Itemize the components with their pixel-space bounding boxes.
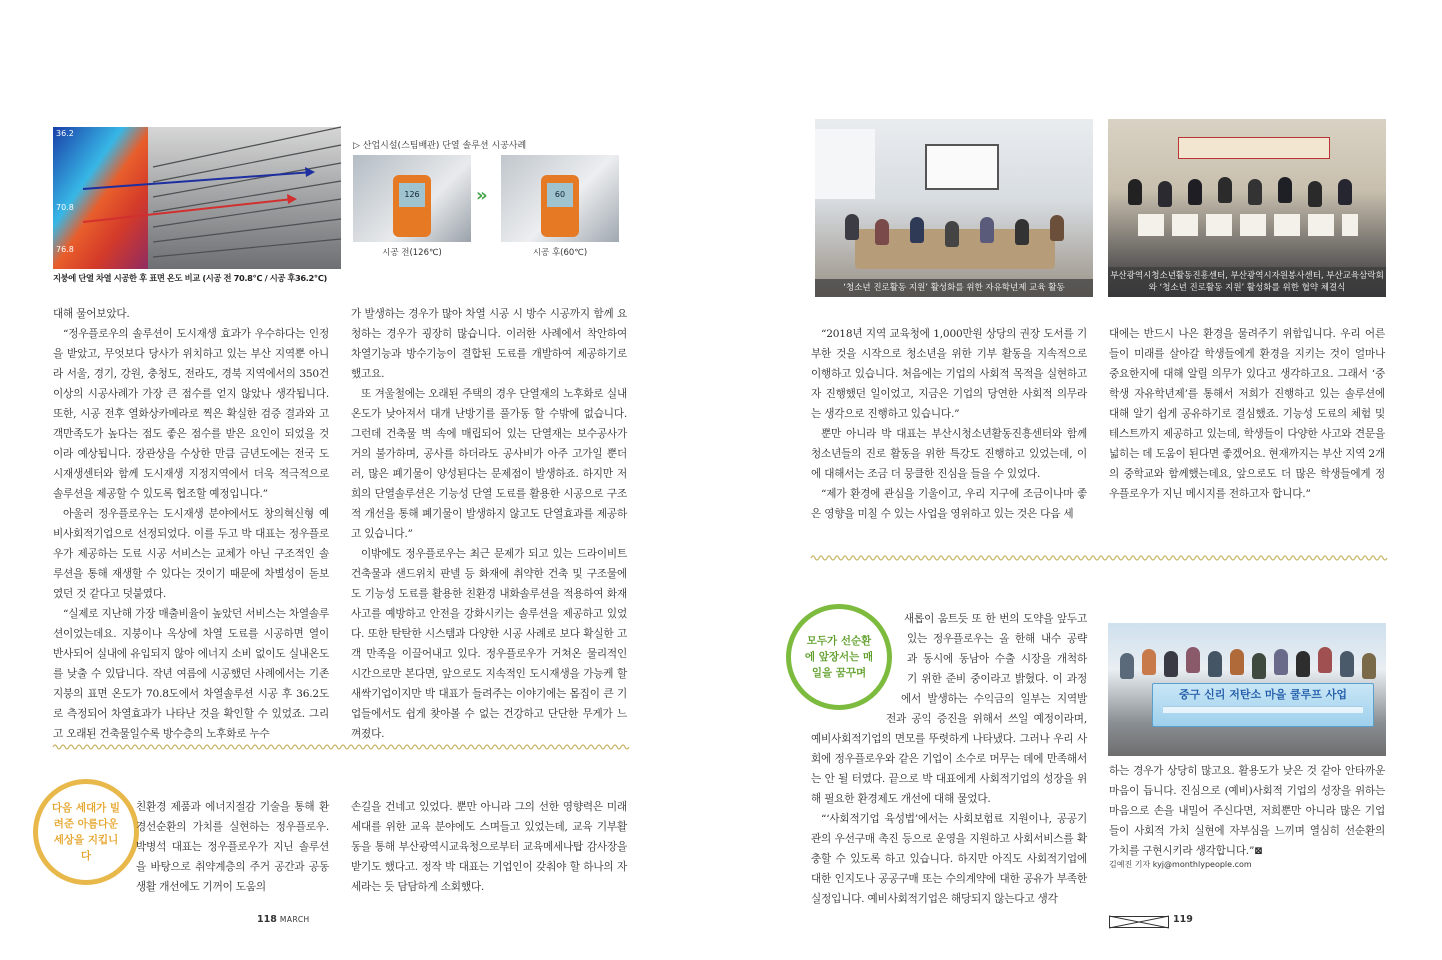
paragraph: 예비사회적기업의 면모를 뚜렷하게 나타냈다. 그러나 우리 사회에 정우플로우와 같은 기업이 소수로 머무는 데에 만족해서는 안 될 터였다. 끝으로 박 대표에게 사회적기업의 성장을 위해 필요한 환경제도 개선에 대해 물었다. (811, 733, 1087, 805)
section-badge-left (33, 779, 139, 885)
right-column-1 (811, 324, 1087, 520)
person-figure (945, 221, 959, 247)
paragraph: 친환경 제품과 에너지절감 기술을 통해 환경선순환의 가치를 실현하는 정우플로우. 박병석 대표는 정우플로우가 지닌 솔루션을 바탕으로 취약계층의 주거 공간과 공동생활 개선에도 기꺼이 도움의 (136, 801, 329, 893)
person-figure (1230, 649, 1244, 675)
paragraph: 이밖에도 정우플로우는 최근 문제가 되고 있는 드라이비트 건축물과 샌드위치 판넬 등 화재에 취약한 건축 및 구조물에도 기능성 도료를 활용한 친환경 내화솔루션을 적용하여 화재사고를 예방하고 안전을 강화시키는 솔루션을 제공하고 있었다. 또한 탄탄한 시스템과 다양한 시공 사례로 보다 확실한 고객 만족을 이끌어내고 있다. 정우플로우가 거쳐온 물리적인 시간으로만 본다면, 앞으로도 지속적인 도시재생을 가능케 할 새싹기업이지만 박 대표가 들려주는 이야기에는 몸집이 큰 기업들에서도 쉽게 찾아볼 수 없는 건강하고 단단한 무게가 느껴졌다. (351, 548, 627, 740)
projector-screen (925, 144, 999, 190)
person-figure (1218, 177, 1232, 203)
badge-text-right: 모두가 선순환에 앞장서는 매일을 꿈꾸며 (804, 635, 874, 679)
person-figure (1278, 177, 1292, 203)
wrapped-line: 에서 발생하는 수익금의 일부는 지역발 (901, 693, 1087, 705)
person-figure (910, 217, 924, 243)
person-figure (1252, 653, 1266, 679)
thermal-roof-photo (53, 127, 341, 269)
ceremony-caption: 부산광역시청소년활동진흥센터, 부산광역시자원봉사센터, 부산교육삼락회와 ‘청소년 진로활동 지원’ 활성화를 위한 협약 체결식 (1108, 267, 1386, 297)
badge-text-left: 다음 세대가 빌려준 아름다운 세상을 지킵니다 (51, 802, 121, 862)
right-column-3 (811, 729, 1087, 905)
thermal-caption: 지붕에 단열 차열 시공한 후 표면 온도 비교 (시공 전 70.8℃ / 시공 후36.2℃) (53, 273, 327, 283)
wrapped-line: 새롭이 움트듯 또 한 번의 도약을 앞두고 (904, 613, 1087, 625)
group-photo (1108, 623, 1386, 756)
person-figure (1340, 651, 1354, 677)
industrial-title: ▷ 산업시설(스팀배관) 단열 솔루션 시공사례 (353, 141, 527, 151)
paragraph: “실제로 지난해 가장 매출비율이 높았던 서비스는 차열솔루션이었는데요. 지붕이나 옥상에 차열 도료를 시공하면 열이 반사되어 실내에 유입되지 않아 에너지 소비 없이도 실내온도를 낮출 수 있답니다. 작년 여름에 시공했던 사례에서는 기존 지붕의 표면 온도가 70.8도에서 차열솔루션 시공 후 36.2도로 측정되어 차열효과가 나타난 것을 확인할 수 있었죠. 그리고 오래된 건축물일수록 방수층의 노후화로 누수 (53, 608, 329, 740)
thermal-reading-top: 36.2 (56, 129, 74, 138)
paragraph: 대에는 반드시 나은 환경을 물려주기 위함입니다. 우리 어른들이 미래를 살아갈 학생들에게 환경을 지키는 것이 얼마나 중요한지에 대해 알릴 의무가 있다고 생각하고요. 그래서 ‘중학생 자유학년제’를 통해서 저희가 진행하고 있는 솔루션에 대해 알기 쉽게 공유하기로 결심했죠. 기능성 도료의 체험 및 테스트까지 제공하고 있는데, 학생들이 다양한 사고와 견문을 넓히는 데 도움이 된다면 좋겠어요. 현재까지는 부산 지역 2개의 중학교와 함께했는데요, 앞으로도 더 많은 학생들에게 정우플로우가 지닌 메시지를 전하고자 합니다.” (1109, 328, 1385, 500)
paragraph: 뿐만 아니라 박 대표는 부산시청소년활동진흥센터와 함께 청소년들의 진로 활동을 위한 특강도 진행하고 있었는데, 이에 대해서는 조금 더 뭉클한 진심을 들을 수 있었다. (811, 428, 1087, 480)
wrapped-line: 과 동시에 동남아 수출 시장을 개척하 (907, 653, 1087, 665)
right-column-2 (1109, 324, 1385, 520)
person-figure (875, 219, 889, 245)
person-figure (1050, 215, 1064, 241)
person-figure (1120, 653, 1134, 679)
wave-divider-right (811, 553, 1387, 563)
left-column-3 (136, 797, 329, 897)
person-figure (1308, 181, 1322, 207)
person-figure (1186, 647, 1200, 673)
person-figure (1248, 179, 1262, 205)
person-figure (1128, 179, 1142, 205)
thermometer-device-after (541, 175, 579, 237)
wrapped-line: 기 위한 준비 중이라고 밝혔다. 이 과정 (907, 673, 1087, 685)
classroom-caption: ‘청소년 진로활동 지원’ 활성화를 위한 자유학년제 교육 활동 (815, 279, 1093, 297)
chevron-right-icon: » (476, 185, 488, 206)
person-figure (1362, 653, 1376, 679)
page-number-left (257, 914, 310, 925)
paragraph: 가 발생하는 경우가 많아 차열 시공 시 방수 시공까지 함께 요청하는 경우가 굉장히 많습니다. 이러한 사례에서 착안하여 차열기능과 방수기능이 결합된 도료를 개발하여 제공하기로 했고요. (351, 308, 627, 380)
ceremony-banner (1178, 137, 1330, 159)
paragraph: 대해 물어보았다. (53, 308, 130, 320)
person-figure (1142, 649, 1156, 675)
event-banner (1152, 683, 1374, 727)
wrapped-line: 있는 정우플로우는 올 한해 내수 공략 (907, 633, 1087, 645)
thermal-reading-mid: 70.8 (56, 203, 74, 212)
closing-text: 하는 경우가 상당히 많고요. 활용도가 낮은 것 같아 안타까운 마음이 듭니다. 진심으로 (예비)사회적 기업의 성장을 위하는 마음으로 손을 내밀어 주신다면, 저희뿐만 아니라 많은 기업들이 사회적 가치 실현에 자부심을 느끼며 열심히 선순환의 가치를 구현시키라 생각합니다.” (1109, 765, 1385, 857)
person-figure (1164, 651, 1178, 677)
person-figure (1188, 179, 1202, 205)
device-screen-before: 126 (399, 183, 425, 207)
person-figure (1158, 181, 1172, 207)
paragraph: 아울러 정우플로우는 도시재생 분야에서도 창의혁신형 예비사회적기업으로 선정되었다. 이를 두고 박 대표는 정우플로우가 제공하는 도료 시공 서비스는 교체가 아닌 구조적인 솔루션을 통해 재생할 수 있다는 것이기 때문에 차별성이 돋보였던 것 같다고 덧붙였다. (53, 508, 329, 600)
right-column-3-top (811, 609, 1087, 733)
person-figure (1208, 651, 1222, 677)
page-ornament-icon (1109, 916, 1169, 928)
window-strip (815, 129, 875, 199)
before-label: 시공 전(126℃) (382, 248, 442, 258)
paragraph: 손길을 건네고 있었다. 뿐만 아니라 그의 선한 영향력은 미래세대를 위한 교육 분야에도 스며들고 있었는데, 교육 기부활동을 통해 부산광역시교육청으로부터 교육메세나탑 감사장을 받기도 했다고. 정작 박 대표는 기업인이 갖춰야 할 하나의 자세라는 듯 담담하게 소회했다. (351, 801, 627, 893)
after-label: 시공 후(60℃) (532, 248, 588, 258)
certificate-row (1138, 214, 1358, 236)
person-figure (1015, 219, 1029, 245)
paragraph: 또 겨울철에는 오래된 주택의 경우 단열재의 노후화로 실내온도가 낮아져서 대개 난방기를 풀가동 할 수밖에 없습니다. 그런데 건축물 벽 속에 매립되어 있는 단열재는 보수공사가 거의 불가하며, 공사를 하더라도 공사비가 아주 고가일 뿐더러, 많은 폐기물이 양성된다는 문제점이 발생하죠. 하지만 저희의 단열솔루션은 기능성 단열 도료를 활용한 시공으로 구조적 개선을 통해 폐기물이 발생하지 않고도 단열효과를 제공하고 있습니다.” (351, 388, 627, 540)
before-photo (353, 155, 471, 242)
after-photo (501, 155, 619, 242)
event-banner-text: 중구 신리 저탄소 마을 쿨루프 사업 (1179, 688, 1347, 701)
device-screen-after: 60 (547, 183, 573, 207)
byline: 김예진 기자 kyj@monthlypeople.com (1109, 860, 1252, 869)
paragraph: “‘사회적기업 육성법’에서는 사회보험료 지원이나, 공공기관의 우선구매 촉진 등으로 운영을 지원하고 사회서비스를 확충할 수 있도록 하고 있습니다. 하지만 아직도 사회적기업에 대한 인지도나 공공구매 또는 수의계약에 대한 공유가 부족한 실정입니다. 예비사회적기업은 해당되지 않는다고 생각 (811, 813, 1087, 905)
paragraph: “제가 환경에 관심을 기울이고, 우리 지구에 조금이나마 좋은 영향을 미칠 수 있는 사업을 영위하고 있는 것은 다음 세 (811, 488, 1087, 520)
person-figure (1318, 647, 1332, 673)
paragraph: “2018년 지역 교육청에 1,000만원 상당의 권장 도서를 기부한 것을 시작으로 청소년을 위한 기부 활동을 지속적으로 이행하고 있습니다. 처음에는 기업의 사회적 목적을 실현하고자 진행했던 일이었고, 지금은 기업의 당연한 사회적 의무라는 생각으로 진행하고 있습니다.” (811, 328, 1087, 420)
page-month-label: MARCH (279, 915, 310, 924)
classroom-photo (815, 119, 1093, 297)
person-figure (1296, 651, 1310, 677)
person-figure (845, 214, 859, 240)
thermometer-device-before (393, 175, 431, 237)
left-column-1 (53, 304, 329, 740)
wave-divider-left (53, 742, 629, 752)
banner-stripe (1163, 706, 1363, 713)
ceremony-photo (1108, 119, 1386, 297)
wrapped-line: 전과 공익 증진을 위해서 쓰일 예정이라며, (886, 713, 1087, 725)
end-mark-icon: ⊠ (1254, 845, 1263, 857)
left-column-2 (351, 304, 627, 740)
thermal-roof-graphic (53, 127, 341, 269)
thermal-reading-bottom: 76.8 (56, 245, 74, 254)
paragraph (1109, 761, 1385, 861)
person-figure (1338, 179, 1352, 205)
person-figure (980, 217, 994, 243)
person-figure (1274, 649, 1288, 675)
page-number-right: 119 (1173, 914, 1193, 925)
right-column-4 (1109, 761, 1385, 855)
page-number-value: 118 (257, 914, 277, 925)
paragraph: “정우플로우의 솔루션이 도시재생 효과가 우수하다는 인정을 받았고, 무엇보다 당사가 위치하고 있는 부산 지역뿐 아니라 서울, 경기, 강원, 충청도, 전라도, 경북 지역에서의 350건 이상의 시공사례가 가장 큰 점수를 얻지 않았나 생각됩니다. 또한, 시공 전후 열화상카메라로 찍은 확실한 검증 결과와 고객만족도가 높다는 점도 좋은 점수를 받은 요인이 되었을 것이라 예상됩니다. 장관상을 수상한 만큼 금년도에는 전국 도시재생센터와 함께 도시재생 지정지역에서 더욱 적극적으로 솔루션을 제공할 수 있도록 협조할 예정입니다.” (53, 328, 329, 500)
left-column-4 (351, 797, 627, 897)
